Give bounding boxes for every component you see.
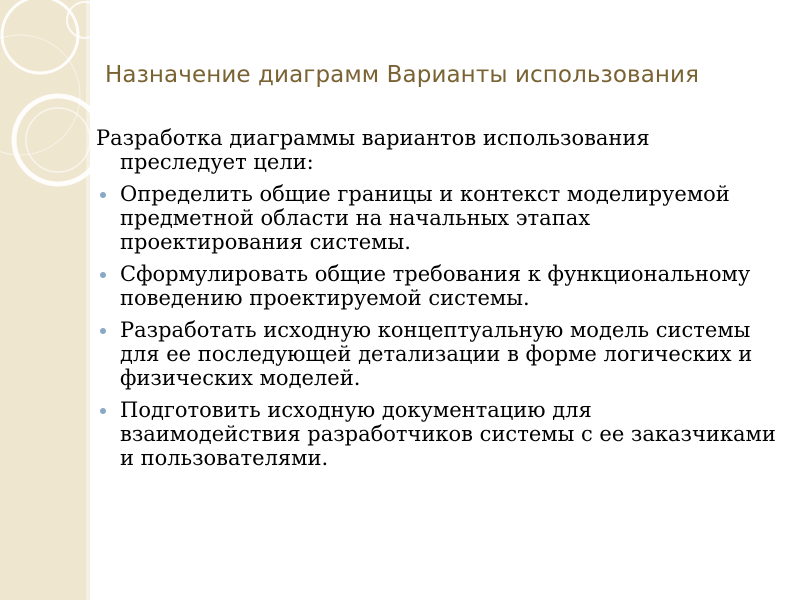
bullet-text: Разработать исходную концептуальную модель системы для ее последующей детализации в форме логических и физических моделей. — [120, 318, 753, 390]
decorative-circles-icon — [0, 0, 110, 230]
slide-body — [96, 126, 776, 478]
bullet-list — [96, 182, 776, 470]
intro-text: Разработка диаграммы вариантов использования преследует цели: — [96, 126, 650, 174]
bullet-dot-icon — [100, 272, 106, 278]
bullet-item — [96, 318, 776, 390]
bullet-item — [96, 182, 776, 254]
bullet-text: Подготовить исходную документацию для взаимодействия разработчиков системы с ее заказчиками и пользователями. — [120, 398, 776, 470]
bullet-item — [96, 398, 776, 470]
bullet-dot-icon — [100, 408, 106, 414]
bullet-item — [96, 262, 776, 310]
slide-title: Назначение диаграмм Варианты использования — [105, 62, 700, 88]
bullet-text: Сформулировать общие требования к функциональному поведению проектируемой системы. — [120, 262, 751, 310]
bullet-dot-icon — [100, 328, 106, 334]
bullet-dot-icon — [100, 192, 106, 198]
bullet-text: Определить общие границы и контекст моделируемой предметной области на начальных этапах проектирования системы. — [120, 182, 730, 254]
